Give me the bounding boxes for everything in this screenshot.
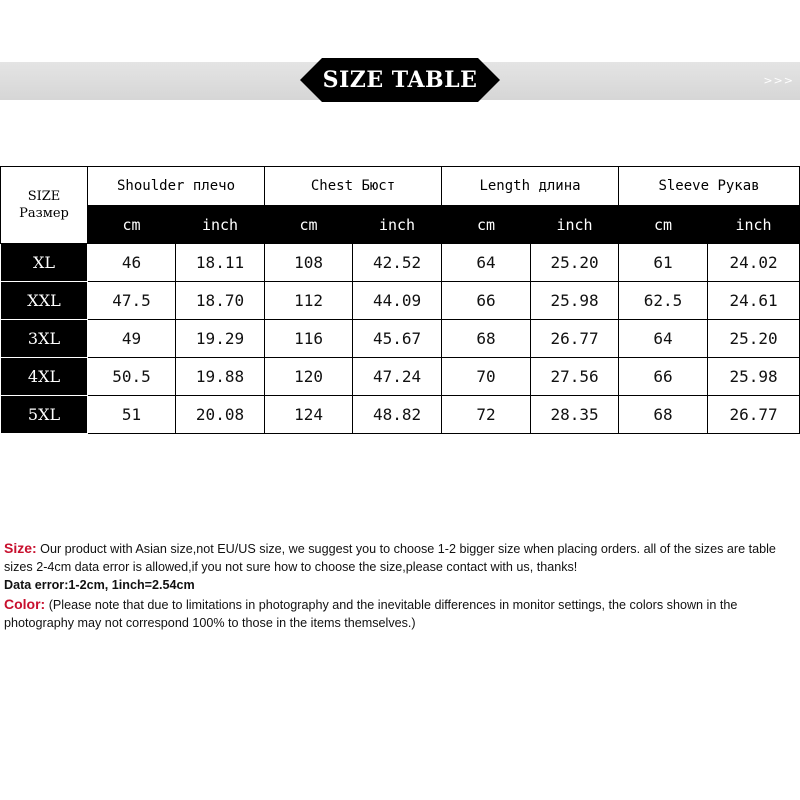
data-error-note: Data error:1-2cm, 1inch=2.54cm	[4, 578, 195, 593]
value-cell: 18.11	[176, 244, 265, 282]
value-cell: 45.67	[353, 320, 442, 358]
color-note-text: (Please note that due to limitations in photography and the inevitable differences in monitor settings, the colors shown in the photography may not correspond 100% to those in the items themselves.)	[4, 597, 738, 630]
size-label-cell: XL	[1, 244, 88, 282]
value-cell: 50.5	[88, 358, 176, 396]
value-cell: 124	[265, 396, 353, 434]
value-cell: 28.35	[531, 396, 619, 434]
unit-cell: inch	[531, 206, 619, 244]
table-row	[1, 396, 800, 434]
value-cell: 20.08	[176, 396, 265, 434]
color-note	[4, 595, 798, 632]
value-cell: 51	[88, 396, 176, 434]
group-header-sleeve: Sleeve Рукав	[619, 167, 800, 206]
value-cell: 64	[619, 320, 708, 358]
value-cell: 44.09	[353, 282, 442, 320]
value-cell: 25.20	[531, 244, 619, 282]
value-cell: 72	[442, 396, 531, 434]
size-header-label-ru: Размер	[19, 206, 69, 221]
value-cell: 24.02	[708, 244, 800, 282]
value-cell: 47.24	[353, 358, 442, 396]
size-header-cell	[1, 167, 88, 244]
value-cell: 48.82	[353, 396, 442, 434]
value-cell: 120	[265, 358, 353, 396]
size-label-cell: XXL	[1, 282, 88, 320]
unit-cell: inch	[708, 206, 800, 244]
group-header-shoulder: Shoulder плечо	[88, 167, 265, 206]
table-row	[1, 244, 800, 282]
value-cell: 25.20	[708, 320, 800, 358]
value-cell: 116	[265, 320, 353, 358]
value-cell: 27.56	[531, 358, 619, 396]
value-cell: 47.5	[88, 282, 176, 320]
size-header-label: SIZE	[27, 189, 61, 204]
unit-cell: cm	[619, 206, 708, 244]
value-cell: 42.52	[353, 244, 442, 282]
value-cell: 70	[442, 358, 531, 396]
value-cell: 68	[619, 396, 708, 434]
value-cell: 24.61	[708, 282, 800, 320]
group-header-length: Length длина	[442, 167, 619, 206]
value-cell: 49	[88, 320, 176, 358]
value-cell: 25.98	[708, 358, 800, 396]
size-label-cell: 4XL	[1, 358, 88, 396]
color-note-label: Color:	[4, 595, 46, 612]
value-cell: 18.70	[176, 282, 265, 320]
title-badge	[300, 58, 500, 102]
value-cell: 112	[265, 282, 353, 320]
table-row	[1, 320, 800, 358]
size-label-cell: 5XL	[1, 396, 88, 434]
value-cell: 62.5	[619, 282, 708, 320]
value-cell: 61	[619, 244, 708, 282]
table-row	[1, 358, 800, 396]
unit-cell: cm	[442, 206, 531, 244]
size-note	[4, 539, 798, 576]
size-label-cell: 3XL	[1, 320, 88, 358]
value-cell: 68	[442, 320, 531, 358]
unit-cell: inch	[353, 206, 442, 244]
size-note-text: Our product with Asian size,not EU/US size, we suggest you to choose 1-2 bigger size when placing orders. all of the sizes are table sizes 2-4cm data error is allowed,if you not sure how to choose the size,please contact with us, thanks!	[4, 542, 776, 575]
unit-cell: cm	[88, 206, 176, 244]
value-cell: 26.77	[531, 320, 619, 358]
table-row	[1, 282, 800, 320]
value-cell: 19.29	[176, 320, 265, 358]
value-cell: 66	[442, 282, 531, 320]
page-title: SIZE TABLE	[322, 67, 478, 93]
value-cell: 26.77	[708, 396, 800, 434]
value-cell: 108	[265, 244, 353, 282]
unit-cell: inch	[176, 206, 265, 244]
value-cell: 46	[88, 244, 176, 282]
value-cell: 25.98	[531, 282, 619, 320]
value-cell: 66	[619, 358, 708, 396]
units-row	[1, 206, 800, 244]
size-note-label: Size:	[4, 540, 37, 556]
arrows-decoration: >>>	[763, 74, 794, 87]
size-table	[0, 166, 800, 434]
unit-cell: cm	[265, 206, 353, 244]
group-header-chest: Chest Бюст	[265, 167, 442, 206]
value-cell: 64	[442, 244, 531, 282]
notes-section	[4, 539, 798, 632]
value-cell: 19.88	[176, 358, 265, 396]
